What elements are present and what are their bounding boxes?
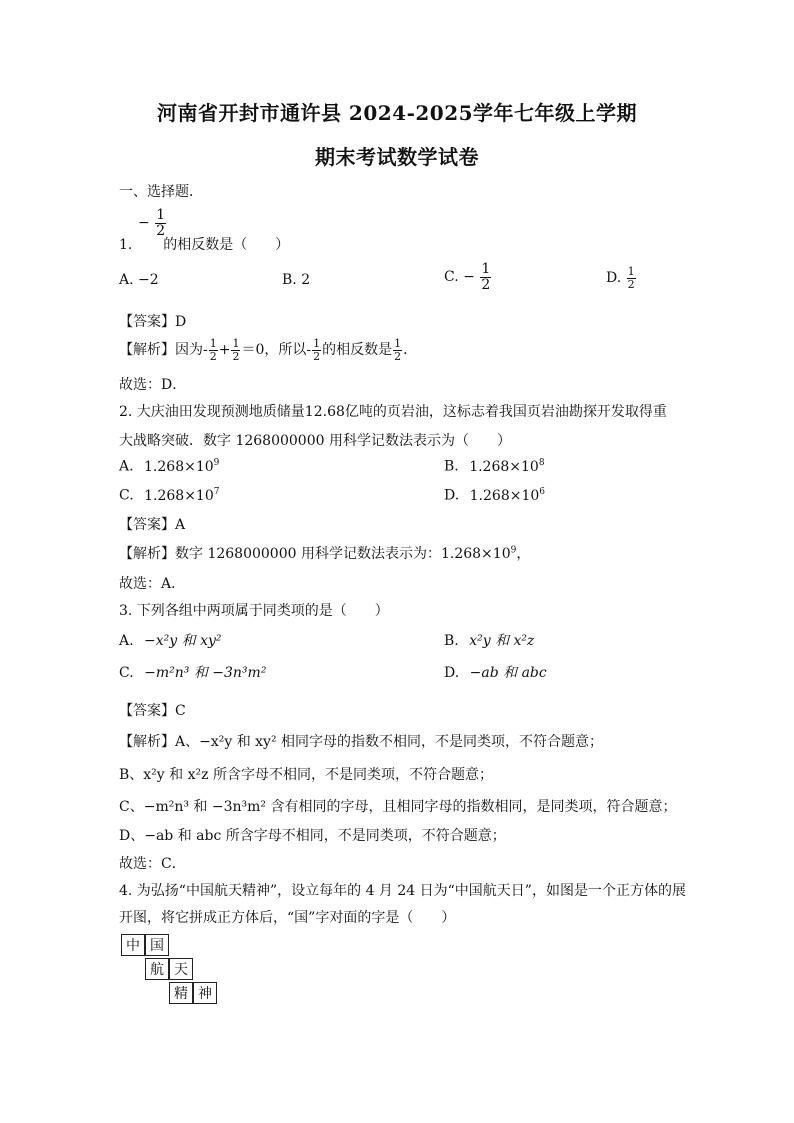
q4-stem-line1: 4. 为弘扬“中国航天精神”，设立每年的 4 月 24 日为“中国航天日”，如图是一个正方体的展	[119, 883, 686, 899]
q2-option-b-exp: 8	[538, 458, 545, 468]
q2-option-b-base: 1.268×10	[469, 458, 539, 475]
q1-option-c-num: 1	[481, 261, 491, 277]
q1-stem: 的相反数是（ ）	[163, 237, 290, 253]
q2-option-c	[119, 487, 219, 504]
q4-stem-line2: 开图，将它拼成正方体后，“国”字对面的字是（ ）	[119, 910, 456, 926]
q1-option-a-value: −2	[138, 272, 159, 288]
q1-choose: 故选：D．	[119, 377, 187, 393]
q1-option-b-label: B.	[282, 272, 297, 288]
q3-analysis-a: 【解析】A、−x²y 和 xy² 相同字母的指数不相同，不是同类项，不符合题意；	[119, 734, 604, 750]
q2-analysis-end: ，	[516, 546, 531, 562]
q3-option-d-text: −ab 和 abc	[469, 665, 547, 681]
q3-option-a-text: −x²y 和 xy²	[144, 633, 222, 649]
q1-analysis-prefix: 【解析】因为-	[119, 342, 208, 359]
q1-option-d-den: 2	[627, 277, 635, 291]
q3-option-a	[119, 630, 221, 650]
q2-option-a-base: 1.268×10	[144, 458, 214, 475]
q3-option-d-label: D.	[444, 665, 460, 681]
q1-option-a-label: A.	[119, 272, 134, 288]
q2-analysis-exp: 9	[510, 545, 517, 556]
net-cell-guo: 国	[145, 934, 169, 956]
q1-analysis-mid: ＝0，所以-	[241, 342, 312, 359]
q1-analysis-plus: +	[218, 342, 231, 359]
q3-option-d	[444, 662, 547, 682]
q3-option-c-label: C.	[119, 665, 134, 681]
frac-num: 1	[209, 337, 217, 350]
q1-frac-den: 2	[156, 222, 166, 239]
q1-number: 1.	[119, 237, 133, 253]
q1-stem-line	[119, 234, 289, 254]
q3-choose: 故选：C．	[119, 856, 186, 872]
q1-analysis-frac-2	[231, 338, 240, 362]
q1-option-a	[119, 272, 159, 288]
q2-choose: 故选：A．	[119, 576, 186, 592]
q2-option-d	[444, 487, 545, 504]
q1-option-b	[282, 272, 310, 288]
frac-num: 1	[232, 337, 240, 350]
q1-answer: 【答案】D	[119, 314, 187, 330]
q3-option-a-label: A.	[119, 633, 134, 649]
frac-den: 2	[313, 349, 321, 363]
q2-stem-line1: 2. 大庆油田发现预测地质储量12.68亿吨的页岩油，这标志着我国页岩油勘探开发取得重	[119, 404, 667, 420]
paper-title-line1: 河南省开封市通许县 2024-2025学年七年级上学期	[156, 101, 638, 125]
net-cell-hang: 航	[145, 958, 169, 980]
q3-stem: 3. 下列各组中两项属于同类项的是（ ）	[119, 603, 389, 619]
frac-num: 1	[313, 337, 321, 350]
net-cell-zhong: 中	[121, 934, 145, 956]
net-cell-jing: 精	[169, 982, 193, 1004]
q1-option-c	[444, 262, 492, 292]
q3-option-b-label: B.	[444, 633, 459, 649]
net-cell-tian: 天	[169, 958, 193, 980]
q1-option-c-den: 2	[481, 276, 491, 293]
q2-option-c-exp: 7	[213, 487, 220, 497]
frac-num: 1	[394, 337, 402, 350]
q2-option-c-label: C.	[119, 487, 134, 504]
q2-option-c-base: 1.268×10	[144, 487, 214, 504]
q3-option-c	[119, 662, 266, 682]
q1-analysis-frac-1	[209, 338, 218, 362]
q1-option-d-fraction	[627, 266, 636, 290]
frac-den: 2	[232, 349, 240, 363]
q2-answer: 【答案】A	[119, 517, 186, 533]
q1-option-c-fraction	[480, 262, 491, 292]
q3-option-c-text: −m²n³ 和 −3n³m²	[144, 665, 267, 681]
paper-title-line2: 期末考试数学试卷	[315, 145, 479, 169]
q1-minus: −	[138, 215, 150, 232]
q2-option-d-exp: 6	[539, 487, 545, 497]
q3-option-b-text: x²y 和 x²z	[469, 633, 535, 649]
frac-den: 2	[209, 349, 217, 363]
q2-option-d-base: 1.268×10	[469, 487, 540, 504]
q1-option-d-label: D.	[606, 270, 622, 287]
q2-option-a	[119, 458, 219, 475]
section-heading: 一、选择题．	[119, 184, 203, 200]
q1-analysis-end: ．	[403, 342, 418, 359]
q1-option-d-num: 1	[627, 265, 635, 278]
q1-analysis-mid3: 的相反数是	[322, 342, 393, 359]
q3-option-b	[444, 630, 534, 650]
q2-analysis-text: 【解析】数字 1268000000 用科学记数法表示为：1.268×10	[119, 546, 511, 562]
q1-option-b-value: 2	[301, 272, 311, 288]
q2-option-d-label: D.	[444, 487, 460, 504]
q1-frac-num: 1	[156, 207, 166, 223]
q2-option-a-exp: 9	[213, 458, 220, 468]
q1-option-c-minus: −	[463, 269, 475, 286]
q2-option-b	[444, 458, 545, 475]
q1-analysis	[119, 338, 417, 362]
q1-analysis-frac-4	[393, 338, 402, 362]
q2-option-a-label: A.	[119, 458, 134, 475]
q1-analysis-frac-3	[312, 338, 321, 362]
q3-analysis-d: D、−ab 和 abc 所含字母不相同，不是同类项，不符合题意；	[119, 828, 506, 844]
q3-analysis-b: B、x²y 和 x²z 所含字母不相同，不是同类项，不符合题意；	[119, 767, 493, 783]
net-cell-shen: 神	[193, 982, 217, 1004]
q2-stem-line2: 大战略突破．数字 1268000000 用科学记数法表示为（ ）	[119, 433, 511, 449]
q1-option-d	[606, 266, 637, 290]
q2-analysis	[119, 543, 530, 563]
q2-option-b-label: B.	[444, 458, 459, 475]
frac-den: 2	[394, 349, 402, 363]
q3-answer: 【答案】C	[119, 703, 186, 719]
q3-analysis-c: C、−m²n³ 和 −3n³m² 含有相同的字母，且相同字母的指数相同，是同类项，符合题意；	[119, 799, 677, 815]
q1-option-c-label: C.	[444, 269, 459, 286]
